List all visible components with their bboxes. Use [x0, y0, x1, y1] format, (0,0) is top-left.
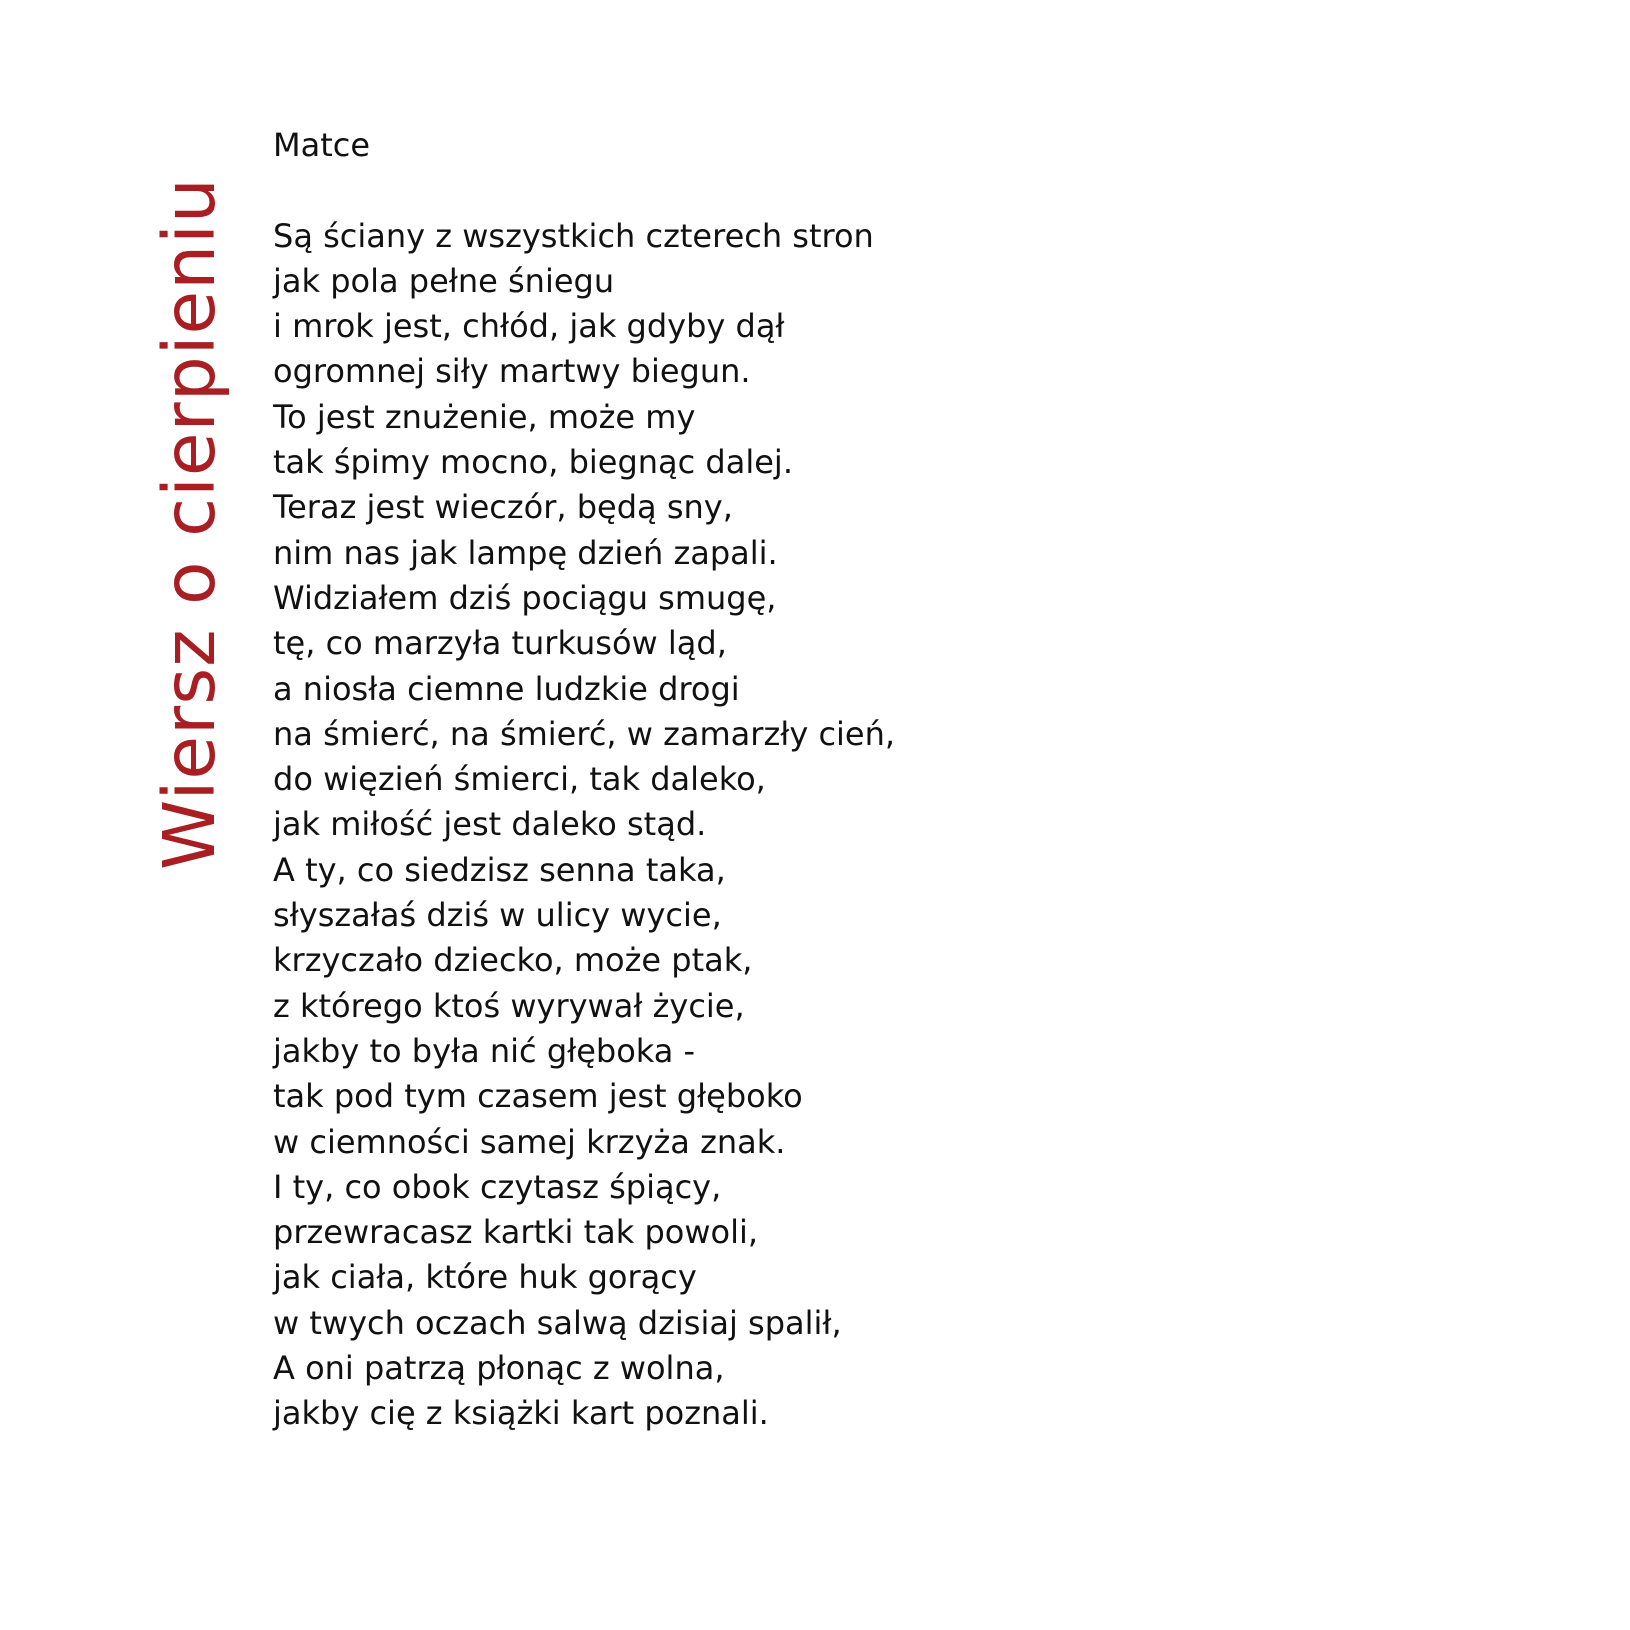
poem-line: jak miłość jest daleko stąd. [273, 805, 707, 844]
poem-line: jakby to była nić głęboka - [273, 1031, 696, 1070]
poem-line: i mrok jest, chłód, jak gdyby dął [273, 307, 785, 346]
poem-body [273, 123, 1273, 1437]
poem-line: I ty, co obok czytasz śpiący, [273, 1167, 722, 1206]
poem-line: w ciemności samej krzyża znak. [273, 1122, 786, 1161]
poem-line: jakby cię z książki kart poznali. [273, 1394, 769, 1433]
stanza-spacer [273, 168, 1273, 213]
poem-line: na śmierć, na śmierć, w zamarzły cień, [273, 714, 896, 753]
poem-line: a niosła ciemne ludzkie drogi [273, 669, 740, 708]
poem-line: A ty, co siedzisz senna taka, [273, 850, 726, 889]
poem-line: Są ściany z wszystkich czterech stron [273, 216, 874, 255]
poem-title: Wiersz o cierpieniu [148, 177, 231, 870]
poem-line: ogromnej siły martwy biegun. [273, 352, 751, 391]
poem-line: Widziałem dziś pociągu smugę, [273, 578, 777, 617]
poem-line: To jest znużenie, może my [273, 397, 696, 436]
poem-line: jak pola pełne śniegu [273, 261, 615, 300]
poem-line: przewracasz kartki tak powoli, [273, 1213, 759, 1252]
poem-line: tak śpimy mocno, biegnąc dalej. [273, 443, 793, 482]
poem-line: nim nas jak lampę dzień zapali. [273, 533, 778, 572]
dedication: Matce [273, 126, 371, 164]
poem-line: z którego ktoś wyrywał życie, [273, 986, 745, 1025]
poem-line: A oni patrzą płonąc z wolna, [273, 1349, 725, 1388]
poem-line: tę, co marzyła turkusów ląd, [273, 624, 727, 663]
poem-line: słyszałaś dziś w ulicy wycie, [273, 896, 722, 935]
poem-line: w twych oczach salwą dzisiaj spalił, [273, 1303, 842, 1342]
poem-line: jak ciała, które huk gorący [273, 1258, 697, 1297]
poem-line: Teraz jest wieczór, będą sny, [273, 488, 733, 527]
poem-line: krzyczało dziecko, może ptak, [273, 941, 753, 980]
poem-line: tak pod tym czasem jest głęboko [273, 1077, 803, 1116]
title-container [150, 130, 230, 870]
poem-line: do więzień śmierci, tak daleko, [273, 760, 766, 799]
